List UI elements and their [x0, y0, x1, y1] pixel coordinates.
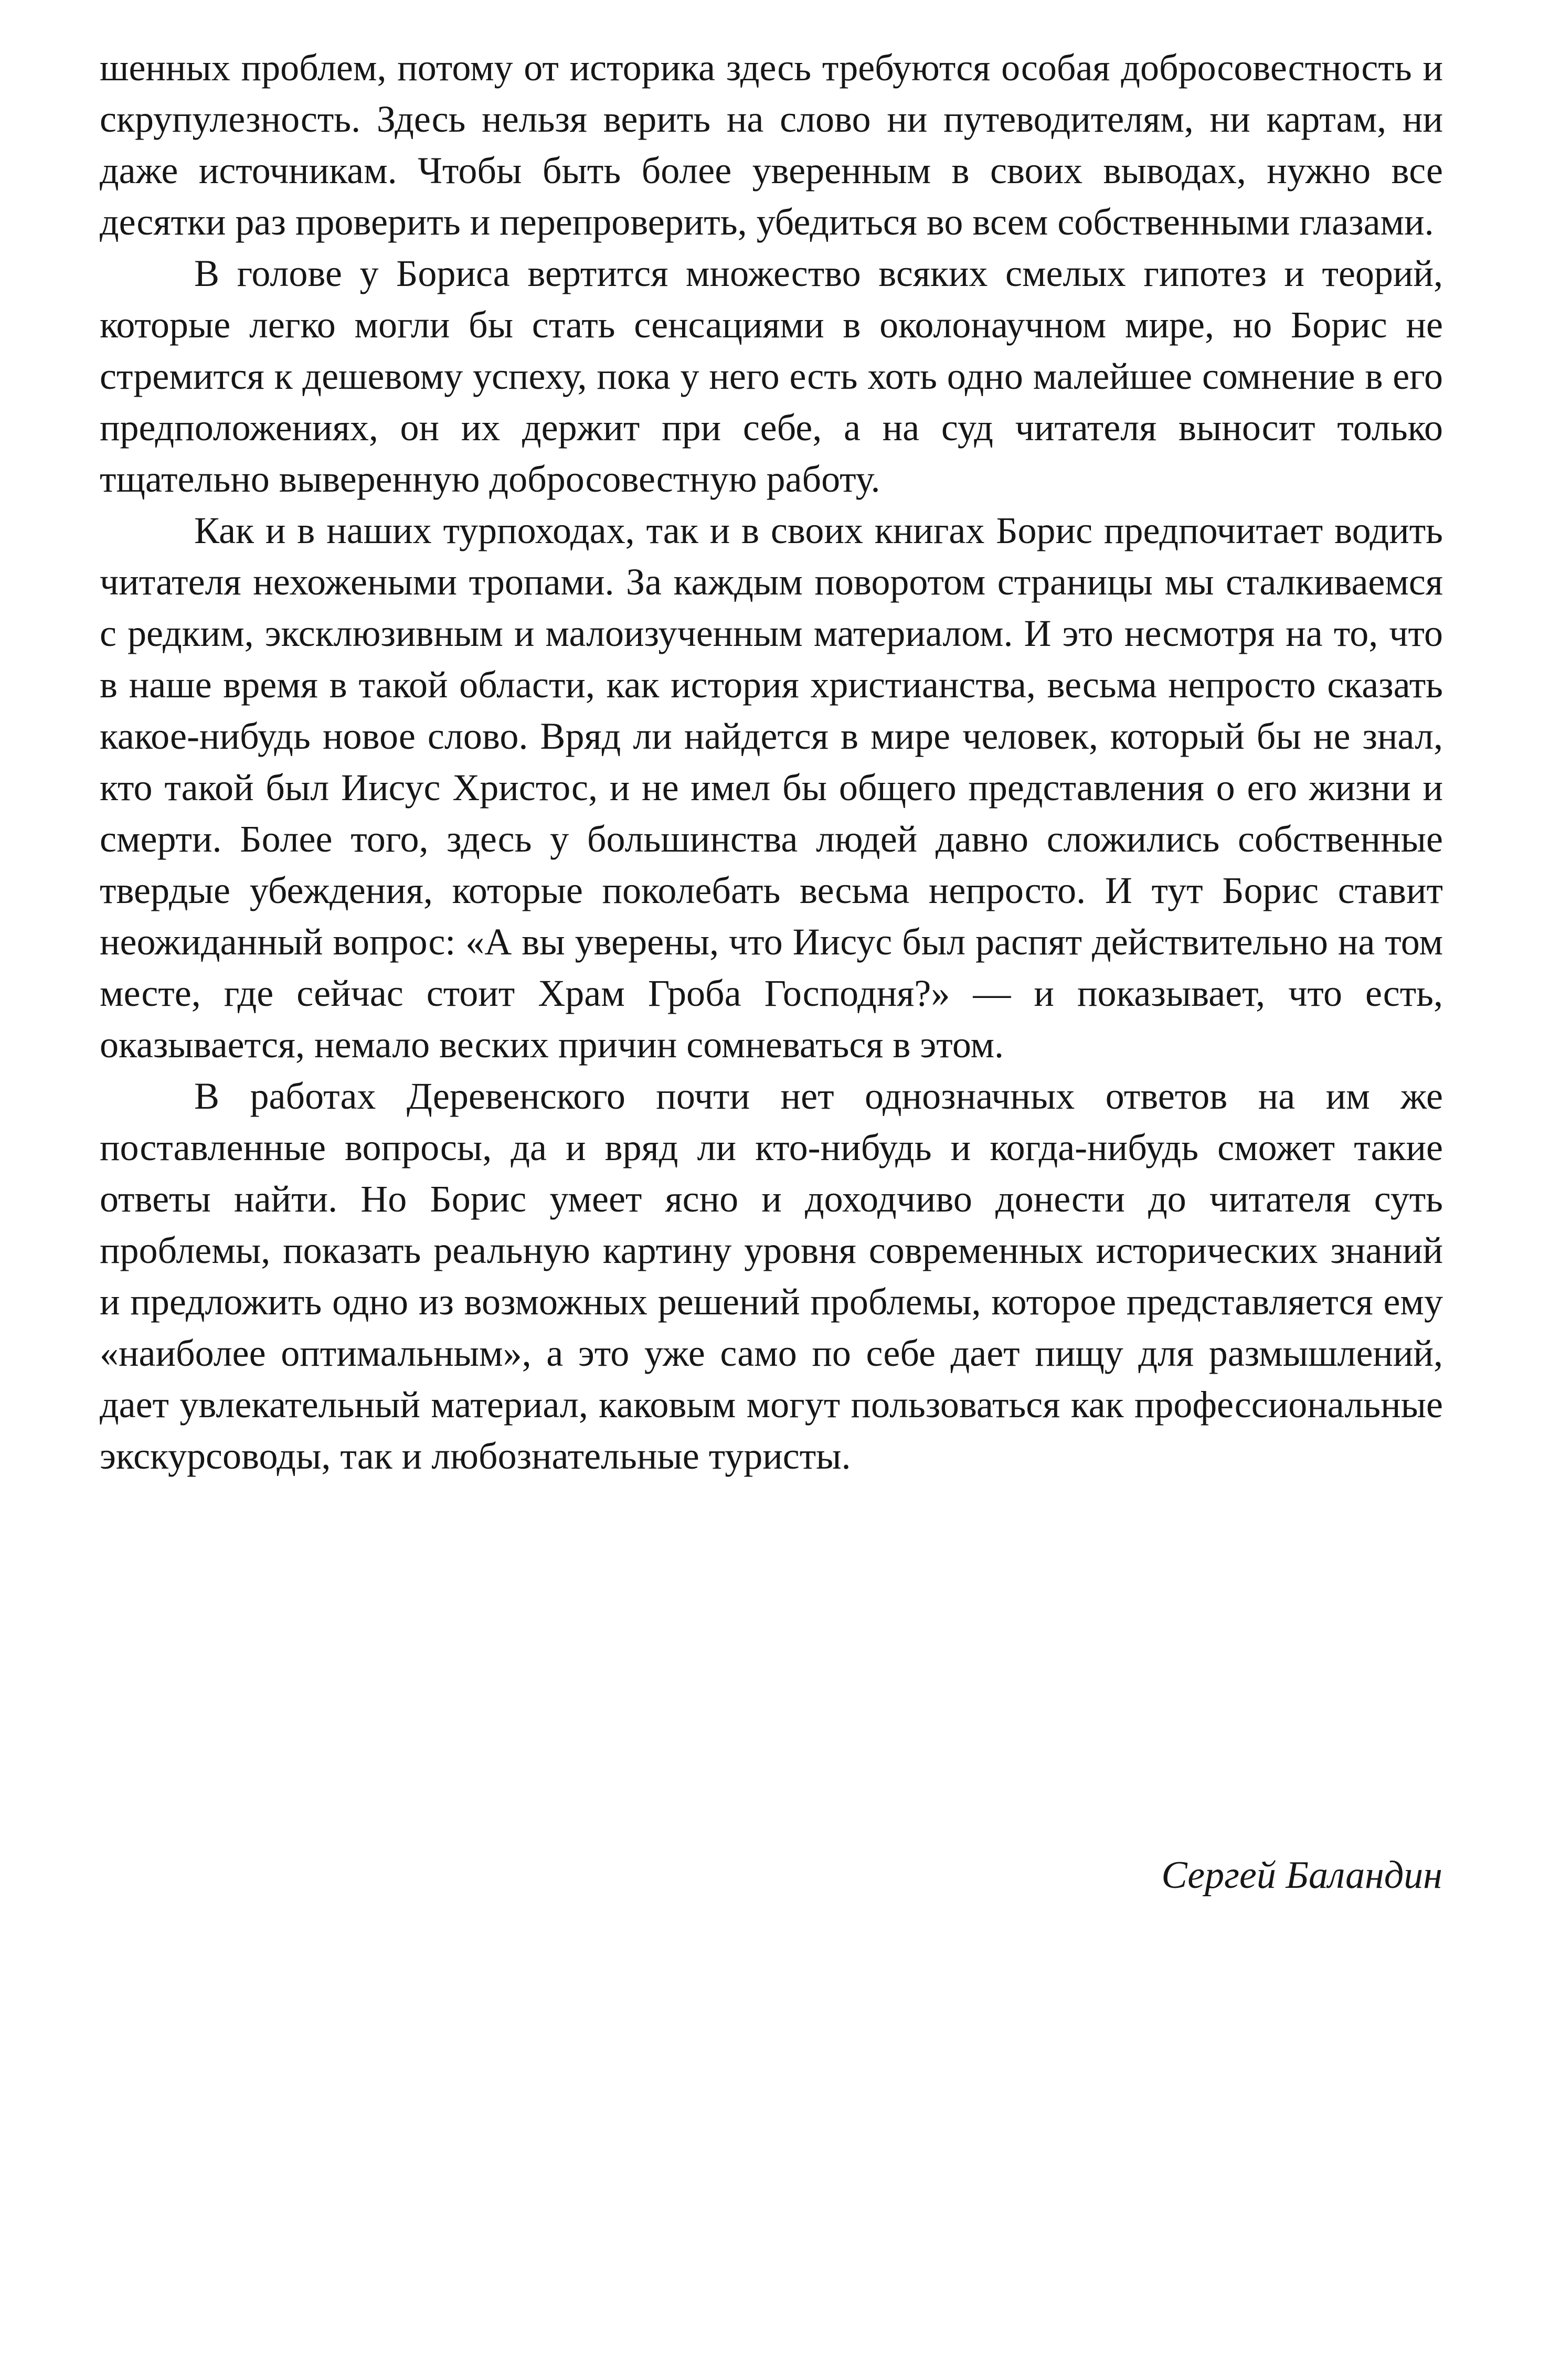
paragraph-2: В голове у Бориса вертится множество всяких смелых гипотез и теорий, которые легко могли бы стать сенсациями в околонаучном мире, но Борис не стремится к дешевому успеху, пока у него есть хоть одно малейшее сомнение в его предположениях, он их держит при себе, а на суд читателя выносит только тщательно выверенную добросовестную работу.	[100, 252, 1443, 500]
body-text	[100, 42, 1443, 1482]
paragraph-1: шенных проблем, потому от историка здесь требуются особая добросовестность и скрупулезность. Здесь нельзя верить на слово ни путеводителям, ни картам, ни даже источникам. Чтобы быть более уверенным в своих выводах, нужно все десятки раз проверить и перепроверить, убедиться во всем собственными глазами.	[100, 47, 1443, 243]
paragraph-3: Как и в наших турпоходах, так и в своих книгах Борис предпочитает водить читателя нехожеными тропами. За каждым поворотом страницы мы сталкиваемся с редким, эксклюзивным и малоизученным материалом. И это несмотря на то, что в наше время в такой области, как история христианства, весьма непросто сказать какое-нибудь новое слово. Вряд ли найдется в мире человек, который бы не знал, кто такой был Иисус Христос, и не имел бы общего представления о его жизни и смерти. Более того, здесь у большинства людей давно сложились собственные твердые убеждения, которые поколебать весьма непросто. И тут Борис ставит неожиданный вопрос: «А вы уверены, что Иисус был распят действительно на том месте, где сейчас стоит Храм Гроба Господня?» — и показывает, что есть, оказывается, немало веских причин сомневаться в этом.	[100, 509, 1443, 1066]
paragraph-4: В работах Деревенского почти нет однозначных ответов на им же поставленные вопросы, да и вряд ли кто-нибудь и когда-нибудь сможет такие ответы найти. Но Борис умеет ясно и доходчиво донести до читателя суть проблемы, показать реальную картину уровня современных исторических знаний и предложить одно из возможных решений проблемы, которое представляется ему «наиболее оптимальным», а это уже само по себе дает пищу для размышлений, дает увлекательный материал, каковым могут пользоваться как профессиональные экскурсоводы, так и любознательные туристы.	[100, 1075, 1443, 1477]
author-signature: Сергей Баландин	[1161, 1854, 1442, 1897]
